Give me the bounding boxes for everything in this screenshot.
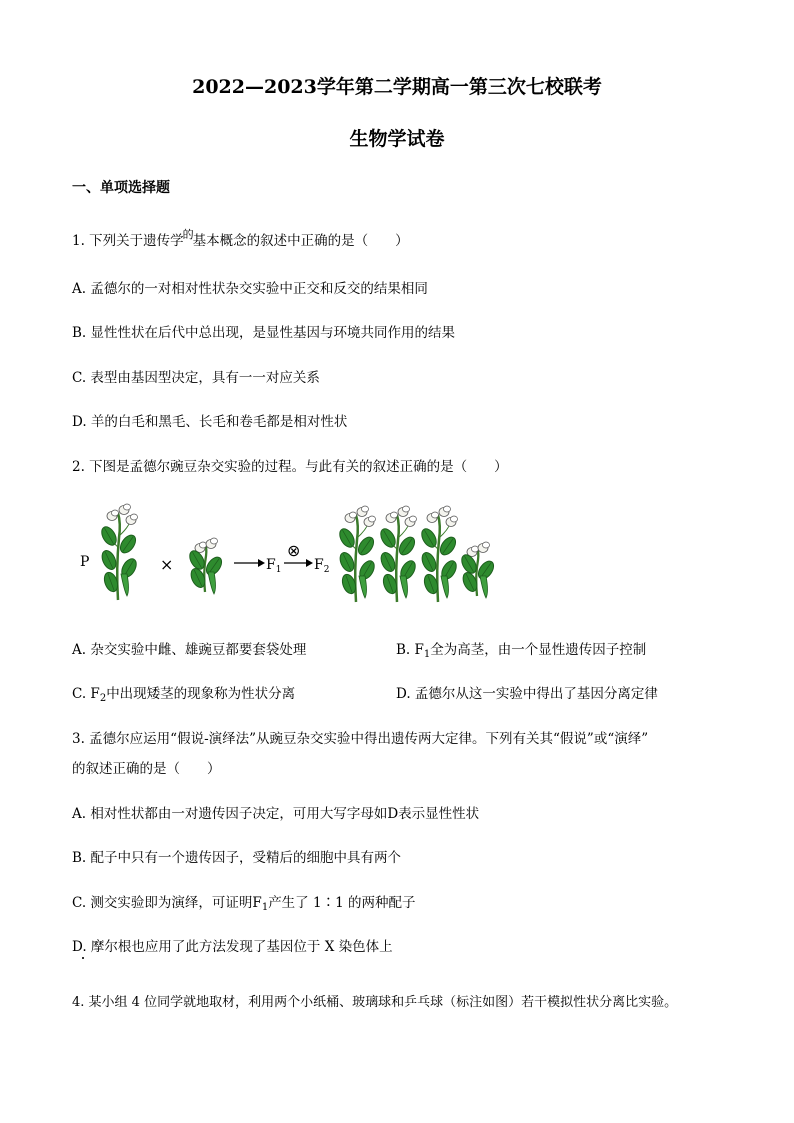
f2-label: $F_2$ xyxy=(314,557,330,575)
question-2-option-c: C. $F_2$中出现矮茎的现象称为性状分离 xyxy=(72,686,296,704)
arrow-to-f2 xyxy=(284,559,313,567)
question-3-option-b: B. 配子中只有一个遗传因子，受精后的细胞中具有两个 xyxy=(72,850,402,866)
cross-symbol: × xyxy=(160,555,174,574)
self-cross-symbol: ⊗ xyxy=(287,541,301,560)
question-1-option-c: C. 表型由基因型决定，具有一一对应关系 xyxy=(72,370,320,386)
exam-subtitle: 生物学试卷 xyxy=(349,128,445,150)
question-1-option-d: D. 羊的白毛和黑毛、长毛和卷毛都是相对性状 xyxy=(72,414,348,430)
question-2-stem: 2. 下图是孟德尔豌豆杂交实验的过程。与此有关的叙述正确的是（ ） xyxy=(72,459,508,475)
short-parent-plant xyxy=(187,538,225,594)
question-3-option-d: D. 摩尔根也应用了此方法发现了基因位于 X 染色体上 xyxy=(72,939,393,955)
section-heading: 一、单项选择题 xyxy=(72,180,170,196)
question-1-option-a: A. 孟德尔的一对相对性状杂交实验中正交和反交的结果相同 xyxy=(72,281,428,297)
exam-title: 2022—2023学年第二学期高一第三次七校联考 xyxy=(192,76,602,98)
question-1-option-b: B. 显性性状在后代中总出现，是显性基因与环境共同作用的结果 xyxy=(72,325,456,341)
parent-label: P xyxy=(80,554,90,570)
question-4-stem: 4. 某小组 4 位同学就地取材，利用两个小纸桶、玻璃球和乒乓球（标注如图）若干模拟性状分离比实验。 xyxy=(72,995,678,1010)
f2-short-plant xyxy=(459,542,497,598)
arrow-to-f1 xyxy=(234,559,265,567)
question-2-option-a: A. 杂交实验中雌、雄豌豆都要套袋处理 xyxy=(72,642,307,658)
f2-tall-plant-3 xyxy=(419,506,459,602)
question-3-option-a: A. 相对性状都由一对遗传因子决定，可用大写字母如D表示显性性状 xyxy=(72,806,480,822)
f2-tall-plant-1 xyxy=(337,506,377,602)
question-3-option-c: C. 测交实验即为演绎，可证明$F_1$产生了 1∶1 的两种配子 xyxy=(72,895,416,913)
question-2-option-d: D. 孟德尔从这一实验中得出了基因分离定律 xyxy=(396,686,658,702)
question-1-stem: 1. 下列关于遗传学$^的$基本概念的叙述中正确的是（ ） xyxy=(72,228,409,249)
stray-dot xyxy=(82,957,84,959)
question-2-option-b: B. $F_1$全为高茎，由一个显性遗传因子控制 xyxy=(396,642,647,660)
tall-parent-plant xyxy=(99,504,139,600)
f1-label: $F_1$ xyxy=(266,557,282,575)
pea-cross-diagram xyxy=(72,500,512,612)
question-3-stem-line-2: 的叙述正确的是（ ） xyxy=(72,761,221,777)
f2-tall-plant-2 xyxy=(378,506,418,602)
question-3-stem-line-1: 3. 孟德尔应运用“假说-演绎法”从豌豆杂交实验中得出遗传两大定律。下列有关其“假说”或“演绎” xyxy=(72,731,649,747)
